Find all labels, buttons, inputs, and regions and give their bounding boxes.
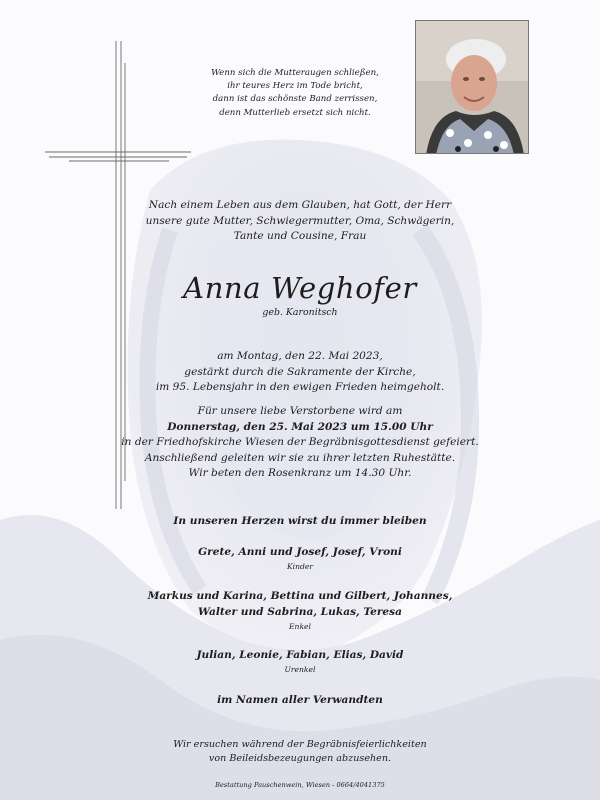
poem-line: denn Mutterlieb ersetzt sich nicht.: [219, 107, 371, 118]
poem: [195, 67, 395, 120]
deceased-name: Anna Weghofer: [183, 271, 417, 305]
poem-line: ihr teures Herz im Tode bricht,: [227, 81, 363, 92]
death-line: gestärkt durch die Sakramente der Kirche,: [184, 365, 416, 378]
funeral-line: Für unsere liebe Verstorbene wird am: [197, 405, 403, 417]
great-grandchildren-names: Julian, Leonie, Fabian, Elias, David: [196, 649, 404, 661]
undertaker-footer: Bestattung Pauschenwein, Wiesen - 0664/4041375: [215, 781, 385, 789]
death-line: im 95. Lebensjahr in den ewigen Frieden heimgeholt.: [155, 381, 445, 394]
intro-text: [0, 198, 600, 245]
children-label: Kinder: [287, 562, 313, 571]
funeral-date: Donnerstag, den 25. Mai 2023 um 15.00 Uhr: [167, 420, 433, 433]
portrait-photo: [415, 20, 529, 154]
great-grandchildren-label: Urenkel: [284, 665, 316, 674]
grandchildren-names: [0, 589, 600, 620]
death-notice: [0, 349, 600, 396]
funeral-line: Wir beten den Rosenkranz um 14.30 Uhr.: [188, 467, 412, 480]
closing-line: im Namen aller Verwandten: [217, 694, 383, 706]
poem-line: Wenn sich die Mutteraugen schließen,: [211, 68, 379, 78]
grandchildren-label: Enkel: [289, 622, 311, 631]
death-line: am Montag, den 22. Mai 2023,: [217, 350, 383, 362]
funeral-line: Anschließend geleiten wir sie zu ihrer letzten Ruhestätte.: [144, 451, 456, 464]
grandchildren-line: Walter und Sabrina, Lukas, Teresa: [198, 605, 402, 618]
intro-line: Tante und Cousine, Frau: [233, 230, 367, 243]
portrait-image: [416, 21, 529, 154]
grandchildren-line: Markus und Karina, Bettina und Gilbert, Johannes,: [147, 590, 453, 602]
request-line: von Beileidsbezeugungen abzusehen.: [208, 753, 392, 764]
children-names: Grete, Anni und Josef, Josef, Vroni: [198, 546, 402, 558]
condolence-request: [0, 738, 600, 766]
funeral-line: in der Friedhofskirche Wiesen der Begräbnisgottesdienst gefeiert.: [121, 436, 479, 449]
poem-line: dann ist das schönste Band zerrissen,: [212, 94, 378, 105]
maiden-name: geb. Karonitsch: [262, 307, 338, 318]
intro-line: unsere gute Mutter, Schwiegermutter, Oma, Schwägerin,: [145, 214, 455, 227]
funeral-info: [0, 404, 600, 482]
intro-line: Nach einem Leben aus dem Glauben, hat Gott, der Herr: [148, 199, 452, 211]
request-line: Wir ersuchen während der Begräbnisfeierlichkeiten: [173, 739, 427, 750]
motto: In unseren Herzen wirst du immer bleiben: [173, 515, 427, 527]
